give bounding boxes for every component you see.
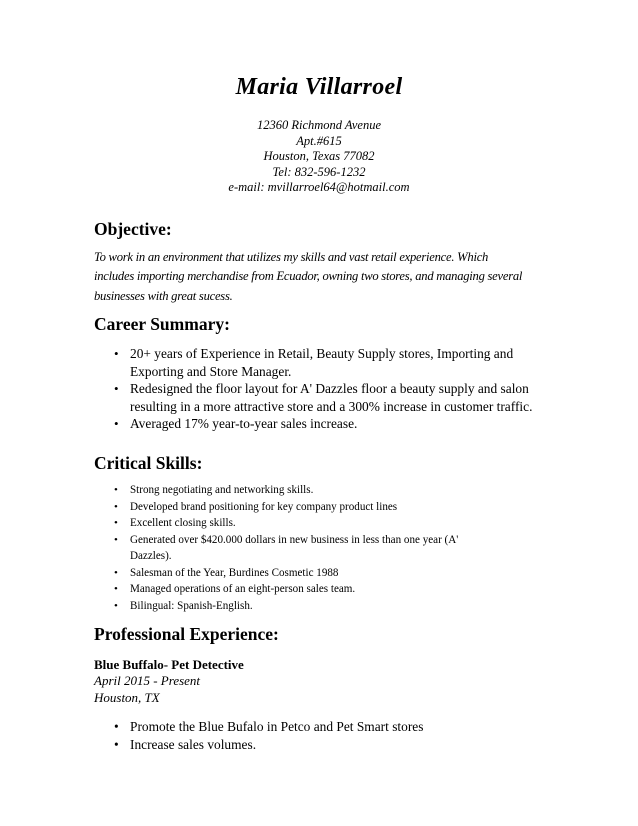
list-item	[94, 499, 458, 516]
list-item	[94, 565, 458, 582]
list-item-text: Exporting and Store Manager.	[130, 363, 292, 379]
bullet-icon: •	[114, 533, 118, 546]
list-item	[94, 718, 423, 736]
list-item-text: Promote the Blue Bufalo in Petco and Pet Smart stores	[130, 719, 424, 734]
objective-line: includes importing merchandise from Ecuador, owning two stores, and managing several	[94, 269, 523, 284]
list-item-text: Generated over $420.000 dollars in new business in less than one year (A'	[130, 533, 459, 546]
list-item	[94, 736, 423, 754]
bullet-icon: •	[114, 484, 118, 496]
objective-line: businesses with great sucess.	[94, 288, 233, 303]
list-item-text: Averaged 17% year-to-year sales increase.	[130, 416, 358, 432]
phone-number: Tel: 832-596-1232	[272, 164, 366, 179]
list-item	[94, 515, 458, 532]
list-item	[94, 380, 532, 415]
professional-experience-heading: Professional Experience:	[94, 624, 279, 644]
list-item-text: Increase sales volumes.	[130, 736, 257, 752]
contact-block	[0, 118, 638, 196]
bullet-icon: •	[114, 583, 118, 595]
resume-name: Maria Villarroel	[235, 74, 403, 100]
bullet-icon: •	[114, 416, 119, 432]
list-item-text: 20+ years of Experience in Retail, Beauty Supply stores, Importing and	[130, 346, 514, 361]
job-dates: April 2015 - Present	[94, 673, 201, 688]
objective-heading: Objective:	[94, 219, 172, 239]
bullet-icon: •	[114, 346, 119, 361]
list-item-text: resulting in a more attractive store and a 300% increase in customer traffic.	[130, 398, 533, 414]
address-line-1: 12360 Richmond Avenue	[256, 118, 382, 132]
objective-line: To work in an environment that utilizes my skills and vast retail experience. Which	[94, 250, 489, 264]
list-item-text: Bilingual: Spanish-English.	[130, 599, 253, 612]
list-item-text: Developed brand positioning for key company product lines	[130, 500, 398, 513]
list-item	[94, 581, 458, 598]
bullet-icon: •	[114, 566, 118, 579]
list-item-text: Managed operations of an eight-person sales team.	[130, 583, 356, 595]
list-item-text: Redesigned the floor layout for A' Dazzles floor a beauty supply and salon	[130, 381, 529, 397]
career-summary-heading: Career Summary:	[94, 314, 230, 334]
job-location: Houston, TX	[94, 689, 160, 705]
objective-text	[94, 248, 564, 306]
list-item	[94, 482, 458, 499]
list-item	[94, 345, 532, 380]
bullet-icon: •	[114, 517, 118, 529]
job-title: Blue Buffalo- Pet Detective	[94, 657, 244, 672]
bullet-icon: •	[114, 736, 119, 752]
job-duties-list	[94, 718, 423, 753]
critical-skills-heading: Critical Skills:	[94, 453, 203, 473]
career-summary-list	[94, 345, 532, 433]
list-item	[94, 532, 458, 565]
bullet-icon: •	[114, 719, 119, 734]
list-item-text: Salesman of the Year, Burdines Cosmetic 1988	[130, 566, 339, 579]
list-item-text: Dazzles).	[130, 550, 172, 562]
critical-skills-list	[94, 482, 458, 614]
bullet-icon: •	[114, 381, 119, 397]
list-item-text: Strong negotiating and networking skills.	[130, 484, 314, 496]
list-item	[94, 598, 458, 615]
list-item	[94, 415, 532, 433]
address-line-2: Apt.#615	[296, 133, 342, 148]
bullet-icon: •	[114, 500, 118, 513]
city-state-zip: Houston, Texas 77082	[263, 149, 375, 164]
bullet-icon: •	[114, 599, 118, 612]
email-address: e-mail: mvillarroel64@hotmail.com	[228, 180, 410, 195]
job-meta	[94, 673, 200, 706]
list-item-text: Excellent closing skills.	[130, 517, 236, 529]
